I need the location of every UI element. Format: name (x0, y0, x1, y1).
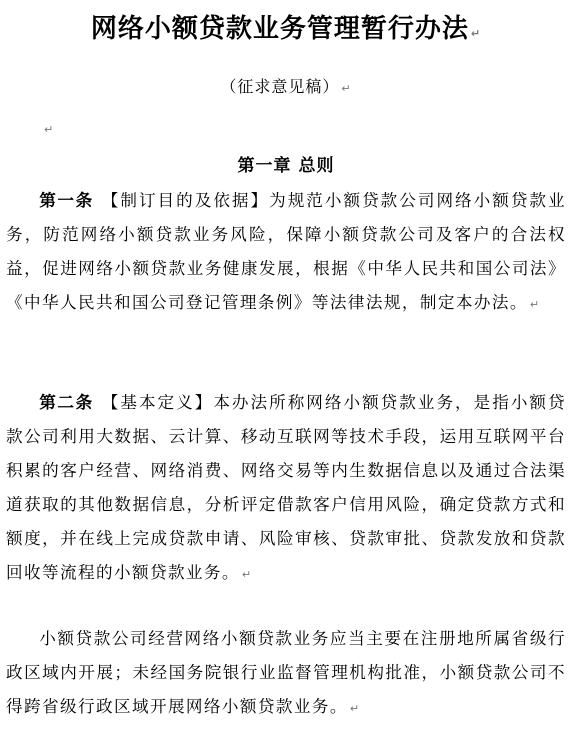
document-subtitle-text: （征求意见稿） (220, 77, 340, 96)
article-number: 第二条 (39, 393, 94, 412)
document-title (0, 8, 572, 45)
paragraph-mark-icon: ↵ (470, 27, 482, 40)
chapter-heading (0, 151, 572, 176)
article-number: 第一条 (39, 191, 94, 210)
empty-paragraph (42, 118, 53, 134)
chapter-heading-text: 第一章 总则 (237, 156, 335, 176)
article-text: 【基本定义】本办法所称网络小额贷款业务，是指小额贷款公司利用大数据、云计算、移动互联网等技术手段，运用互联网平台积累的客户经营、网络消费、网络交易等内生数据信息以及通过合法渠道获取的其他数据信息，分析评定借款客户信用风险，确定贷款方式和额度，并在线上完成贷款申请、风险审核、贷款审批、贷款发放和贷款回收等流程的小额贷款业务。 (6, 393, 567, 582)
paragraph-mark-icon: ↵ (529, 298, 541, 311)
article-2-paragraph-2 (6, 622, 566, 726)
article-2 (6, 386, 566, 592)
paragraph-mark-icon: ↵ (349, 702, 361, 715)
article-1 (6, 184, 566, 322)
document-title-text: 网络小额贷款业务管理暂行办法 (90, 14, 469, 44)
article-text: 【制订目的及依据】为规范小额贷款公司网络小额贷款业务，防范网络小额贷款业务风险，保障小额贷款公司及客户的合法权益，促进网络小额贷款业务健康发展，根据《中华人民共和国公司法》《中华人民共和国公司登记管理条例》等法律法规，制定本办法。 (6, 191, 567, 312)
document-subtitle (0, 74, 572, 97)
paragraph-mark-icon: ↵ (44, 123, 54, 136)
paragraph-mark-icon: ↵ (341, 82, 352, 95)
paragraph-text: 小额贷款公司经营网络小额贷款业务应当主要在注册地所属省级行政区域内开展；未经国务院银行业监督管理机构批准，小额贷款公司不得跨省级行政区域开展网络小额贷款业务。 (6, 629, 566, 716)
paragraph-mark-icon: ↵ (241, 568, 253, 581)
